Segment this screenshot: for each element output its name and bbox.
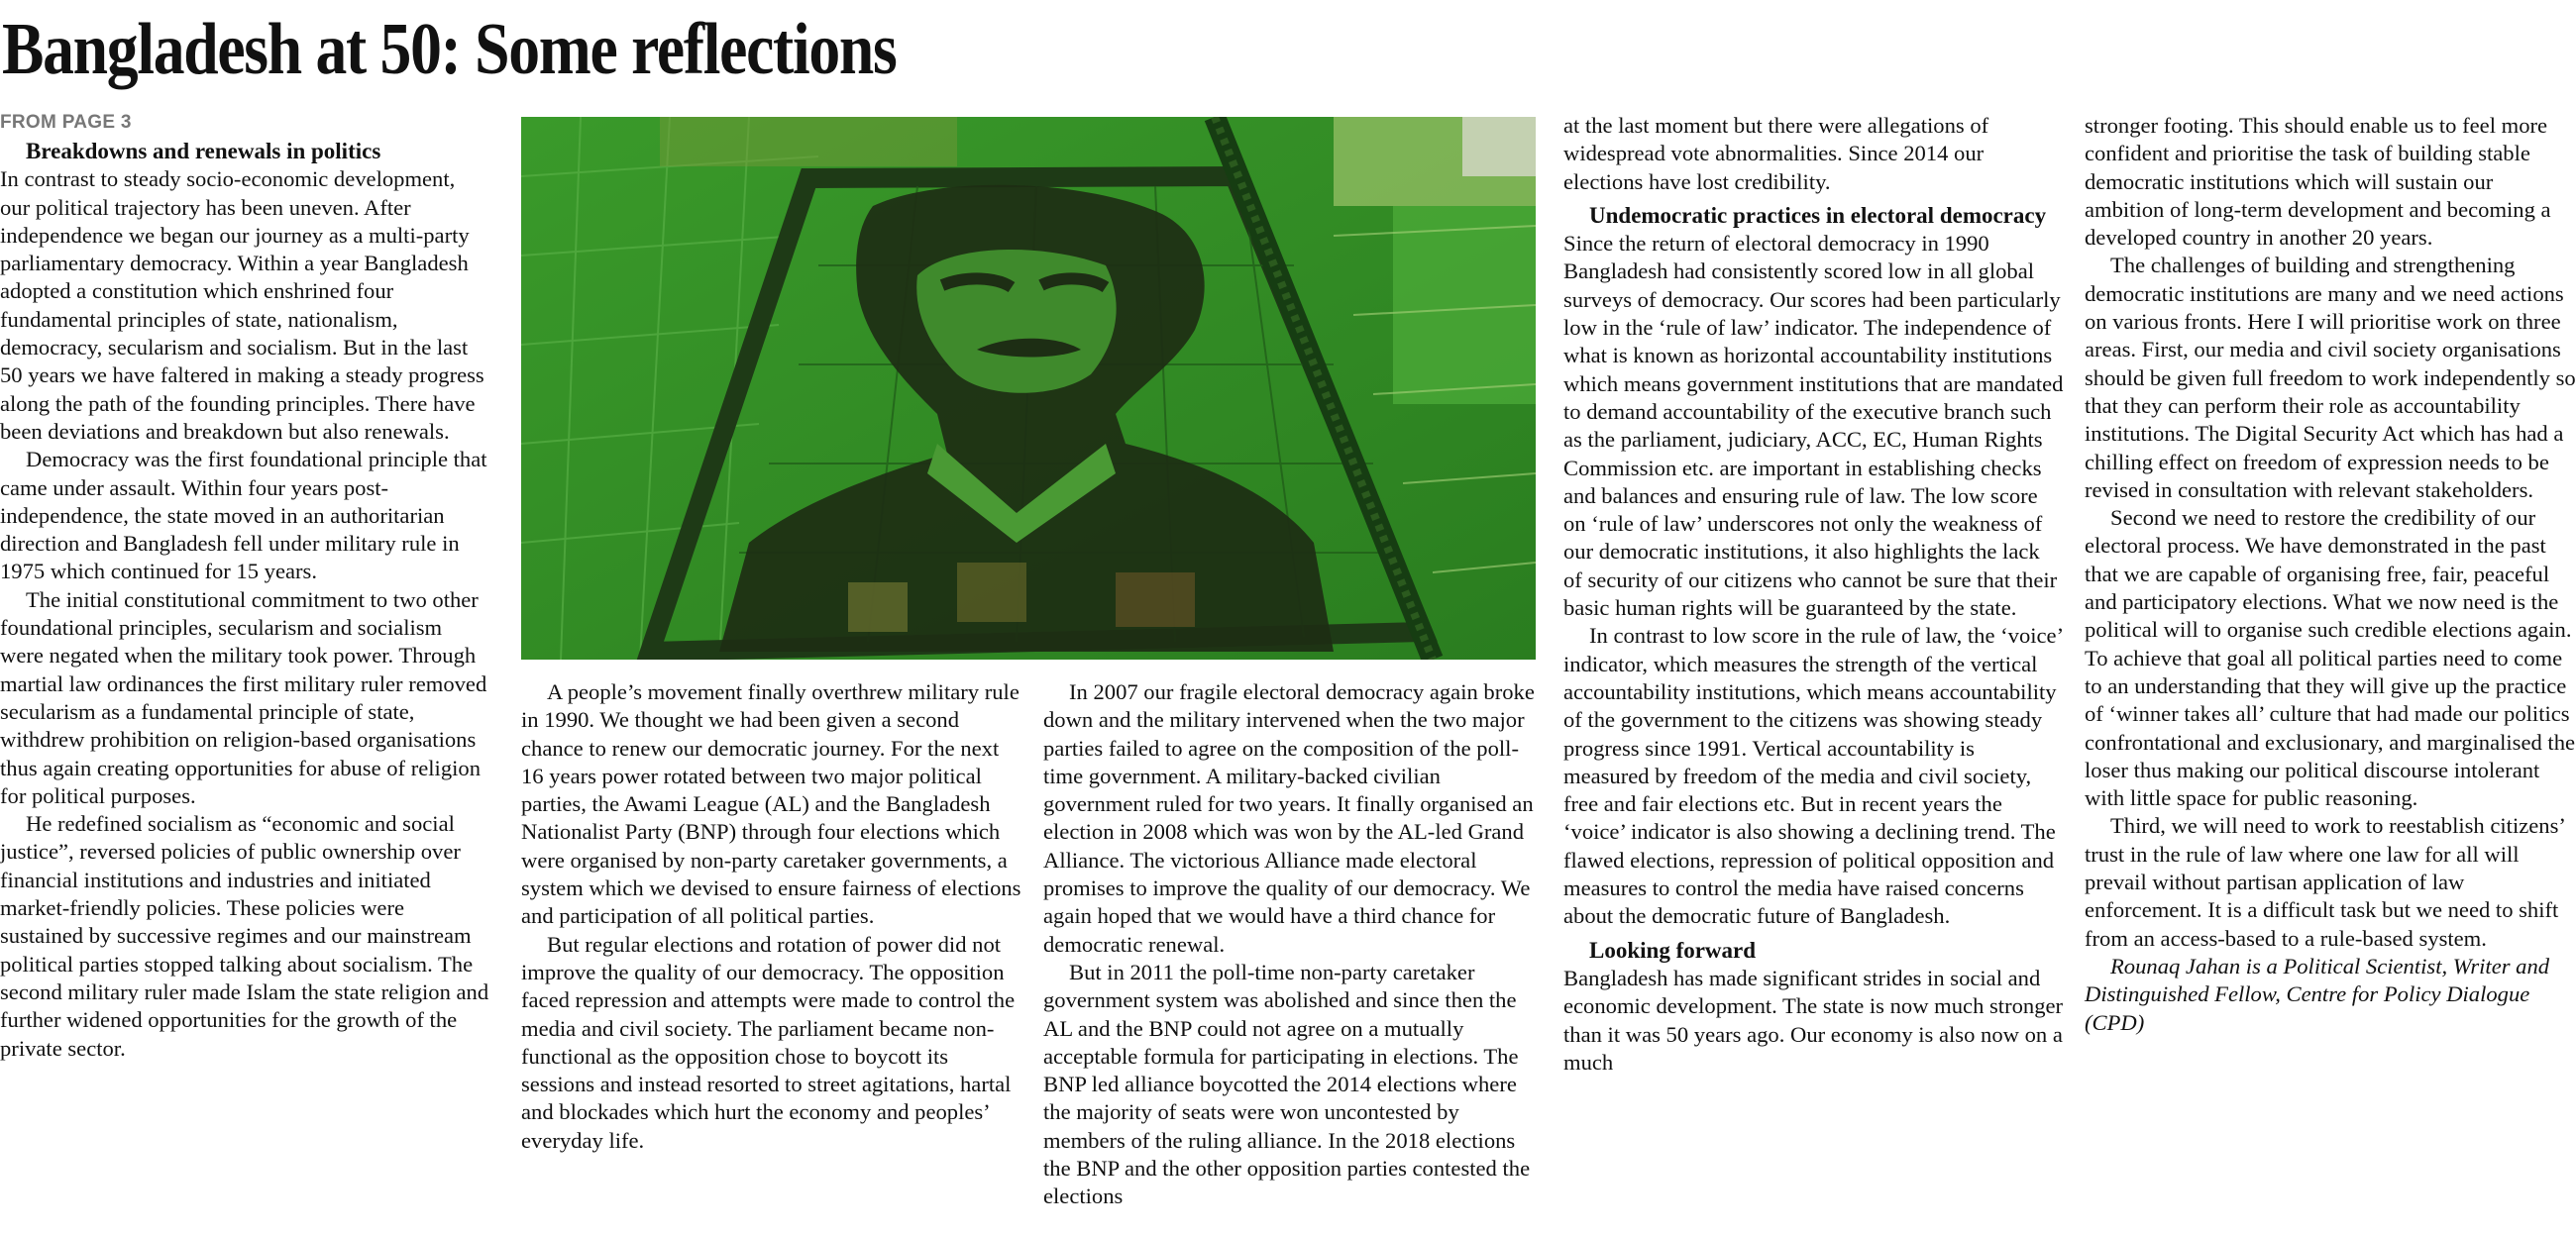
- section-subhead: Undemocratic practices in electoral democracy: [1589, 202, 2047, 228]
- aerial-rice-field-portrait-icon: [521, 117, 1536, 660]
- article-column-2: [521, 678, 1021, 1155]
- paragraph: Second we need to restore the credibility of our electoral process. We have demonstrated in the past that we are capable of organising free, fair, peaceful and participatory elections. What we now need is the political will to organise such credible elections again. To achieve that goal all political parties need to come to an understanding that they will give up the practice of ‘winner takes all’ culture that had made our politics confrontational and exclusionary, and marginalised the loser thus making our political discourse intolerant with little space for public reasoning.: [2085, 505, 2576, 811]
- article-column-4: [1563, 112, 2064, 1077]
- paragraph: A people’s movement finally overthrew military rule in 1990. We thought we had been given a second chance to renew our democratic journey. For the next 16 years power rotated between two major political parties, the Awami League (AL) and the Bangladesh Nationalist Party (BNP) through four elections which were organised by non-party caretaker governments, a system which we devised to ensure fairness of elections and participation of all political parties.: [521, 679, 1021, 929]
- paragraph: In contrast to low score in the rule of law, the ‘voice’ indicator, which measures the strength of the vertical accountability institutions, which means accountability of the government to the citizens was showing steady progress since 1991. Vertical accountability is measured by freedom of the media and civil society, free and fair elections etc. But in recent years the ‘voice’ indicator is also showing a declining trend. The flawed elections, repression of political opposition and measures to control the media have raised concerns about the democratic future of Bangladesh.: [1563, 623, 2063, 929]
- paragraph: But in 2011 the poll-time non-party caretaker government system was abolished and since then the AL and the BNP could not agree on a mutually acceptable formula for participating in elections. The BNP led alliance boycotted the 2014 elections where the majority of seats were won uncontested by members of the ruling alliance. In the 2018 elections the BNP and the other opposition parties contested the elections: [1043, 959, 1531, 1209]
- paragraph: Democracy was the first foundational principle that came under assault. Within four years post-independence, the state moved in an authoritarian direction and Bangladesh fell under military rule in 1975 which continued for 15 years.: [0, 447, 487, 584]
- paragraph: at the last moment but there were allegations of widespread vote abnormalities. Since 2014 our elections have lost credibility.: [1563, 113, 1989, 194]
- paragraph: Bangladesh has made significant strides in social and economic development. The state is now much stronger than it was 50 years ago. Our economy is also now on a much: [1563, 965, 2064, 1075]
- paragraph: Since the return of electoral democracy in 1990 Bangladesh had consistently scored low in all global surveys of democracy. Our scores had been particularly low in the ‘rule of law’ indicator. The independence of what is known as horizontal accountability institutions which means government institutions that are mandated to demand accountability of the executive branch such as the parliament, judiciary, ACC, EC, Human Rights Commission etc. are important in establishing checks and balances and ensuring rule of law. The low score on ‘rule of law’ underscores not only the weakness of our democratic institutions, it also highlights the lack of security of our citizens who cannot be sure that their basic human rights will be guaranteed by the state.: [1563, 231, 2064, 621]
- paragraph: In contrast to steady socio-economic development, our political trajectory has been uneven. After independence we began our journey as a multi-party parliamentary democracy. Within a year Bangladesh adopted a constitution which enshrined four fundamental principles of state, nationalism, democracy, secularism and socialism. But in the last 50 years we have faltered in making a steady progress along the path of the founding principles. There have been deviations and breakdown but also renewals.: [0, 166, 484, 444]
- paragraph: stronger footing. This should enable us to feel more confident and prioritise the task of building stable democratic institutions which will sustain our ambition of long-term development and becoming a developed country in another 20 years.: [2085, 113, 2551, 251]
- paragraph: The initial constitutional commitment to two other foundational principles, secularism and socialism were negated when the military took power. Through martial law ordinances the first military ruler removed secularism as a fundamental principle of state, withdrew prohibition on religion-based organisations thus again creating opportunities for abuse of religion for political purposes.: [0, 586, 487, 808]
- article-column-3: [1043, 678, 1544, 1211]
- article-column-5: [2085, 112, 2576, 1037]
- section-subhead: Looking forward: [1589, 937, 1757, 963]
- section-subhead: Breakdowns and renewals in politics: [26, 139, 381, 163]
- paragraph: Third, we will need to work to reestablish citizens’ trust in the rule of law where one law for all will prevail without partisan application of law enforcement. It is a difficult task but we need to shift from an access-based to a rule-based system.: [2085, 813, 2565, 951]
- paragraph: But regular elections and rotation of power did not improve the quality of our democracy. The opposition faced repression and attempts were made to control the media and civil society. The parliament became non-functional as the opposition chose to boycott its sessions and instead resorted to street agitations, hartal and blockades which hurt the economy and peoples’ everyday life.: [521, 931, 1016, 1153]
- article-column-1: [0, 112, 490, 1063]
- paragraph: The challenges of building and strengthening democratic institutions are many and we need actions on various fronts. Here I will prioritise work on three areas. First, our media and civil society organisations should be given full freedom to work independently so that they can perform their role as accountability institutions. The Digital Security Act which has had a chilling effect on freedom of expression needs to be revised in consultation with relevant stakeholders.: [2085, 253, 2576, 502]
- headline: Bangladesh at 50: Some reflections: [2, 9, 897, 90]
- author-byline: Rounaq Jahan is a Political Scientist, Writer and Distinguished Fellow, Centre for Policy Dialogue (CPD): [2085, 953, 2550, 1035]
- aerial-portrait-photo: [521, 117, 1536, 660]
- paragraph: In 2007 our fragile electoral democracy again broke down and the military intervened when the two major parties failed to agree on the composition of the poll-time government. A military-backed civilian government ruled for two years. It finally organised an election in 2008 which was won by the AL-led Grand Alliance. The victorious Alliance made electoral promises to improve the quality of our democracy. We again hoped that we would have a third chance for democratic renewal.: [1043, 679, 1535, 957]
- paragraph: He redefined socialism as “economic and social justice”, reversed policies of public ownership over financial institutions and industries and initiated market-friendly policies. These policies were sustained by successive regimes and our mainstream political parties stopped talking about socialism. The second military ruler made Islam the state religion and further widened opportunities for the growth of the private sector.: [0, 811, 489, 1061]
- kicker: FROM PAGE 3: [0, 112, 132, 133]
